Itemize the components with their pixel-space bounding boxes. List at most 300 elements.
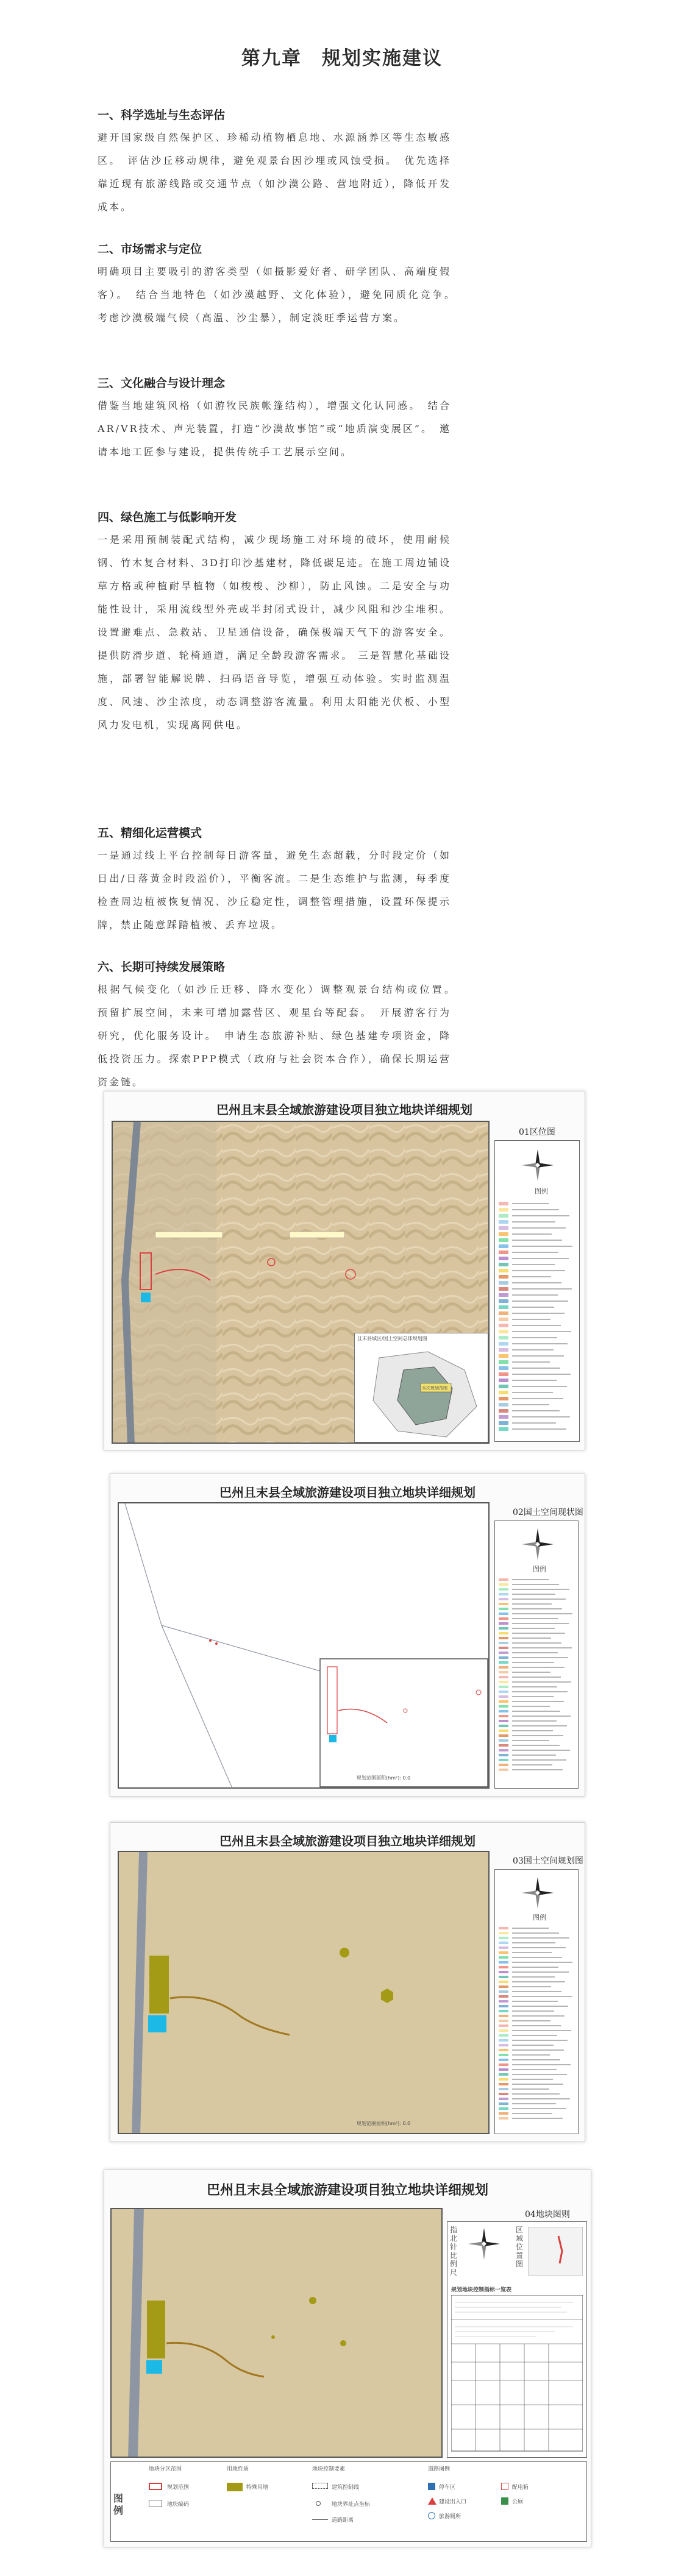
legend-swatch [499,1244,508,1248]
legend-text-line [512,1701,564,1702]
section-title: 六、长期可持续发展策略 [98,960,226,974]
compass-icon [519,1875,556,1911]
legend-swatch [499,1764,508,1766]
legend-text-line [512,1589,569,1590]
legend-text-line [512,1618,558,1619]
legend-swatch [499,1681,508,1683]
legend-swatch [499,1695,508,1698]
legend-text-line [512,1932,559,1934]
status-map [118,1502,490,1789]
legend-text-line [512,2103,556,2104]
legend-swatches [495,1925,578,2129]
legend-swatch [499,2044,508,2046]
legend-text-line [512,1957,562,1958]
legend-text-line [512,1579,549,1580]
section-body: 借鉴当地建筑风格（如游牧民族帐篷结构），增强文化认同感。 结合AR/VR技术、声光装置，打造“沙漠故事馆”或“地质演变展区”。 邀请本地工匠参与建设，提供传统手工艺展示空间。 [98,400,451,458]
legend-text-line [512,1740,549,1741]
legend-swatch [499,1951,508,1954]
legend-text-line [512,1270,565,1271]
legend-swatch [499,2029,508,2032]
legend-text-line [512,1725,567,1726]
legend-item: 地块编码 [167,2502,190,2508]
section-5 [98,815,451,937]
legend-item: 特殊用地 [246,2485,269,2491]
legend-text-line [512,1355,564,1357]
legend-text-line [512,2093,560,2095]
legend-text-line [512,2025,561,2026]
legend-swatch [499,1330,508,1333]
legend-text-line [512,1996,572,1997]
legend-text-line [512,1380,557,1381]
region-location-map [528,2227,583,2276]
section-title: 四、绿色施工与低影响开发 [98,511,237,524]
legend-text-line [512,1361,550,1363]
map-note: 规划范围面积(hm²): 0.0 [357,1775,411,1781]
legend-text-line [512,1203,549,1204]
legend-text-line [512,1276,551,1277]
legend-text-line [512,1608,562,1609]
legend-text-line [512,2049,564,2051]
section-title: 二、市场需求与定位 [98,243,202,256]
legend-text-line [512,1691,568,1692]
legend-swatch [316,2501,321,2506]
legend-text-line [512,1706,550,1707]
legend-swatch [499,1769,508,1771]
legend-text-line [512,1209,559,1210]
legend-swatch [312,2519,328,2520]
legend-swatch [499,1754,508,1756]
legend-text-line [512,1404,549,1405]
legend-swatches [495,1576,578,1783]
legend-swatch [499,1578,508,1581]
legend-text-line [512,2064,571,2065]
legend-swatch [499,1251,508,1254]
section-4 [98,500,451,737]
section-body: 明确项目主要吸引的游客类型（如摄影爱好者、研学团队、高端度假客）。 结合当地特色（如沙漠越野、文化体验），避免同质化竞争。 考虑沙漠极端气候（高温、沙尘暴），制定淡旺季运营方案。 [98,266,463,324]
legend-swatch [499,2112,508,2115]
legend-text-line [512,1319,550,1320]
legend-swatch [499,1990,508,1993]
legend-text-line [512,1603,552,1605]
legend-swatch [499,1287,508,1291]
legend-text-line [512,1686,557,1687]
section-body: 一是采用预制装配式结构，减少现场施工对环境的破坏，使用耐候钢、竹木复合材料、3D打印沙基建材，降低碳足迹。在施工周边铺设草方格或种植耐旱植物（如梭梭、沙柳），防止风蚀。二是安全与功能性设计，采用流线型外壳或半封闭式设计，减少风阻和沙尘堆积。设置避难点、急救站、卫星通信设备，确保极端天气下的游客安全。提供防滑步道、轮椅通道，满足全龄段游客需求。 三是智慧化基础设施，部署智能解说牌、扫码语音导览，增强互动体验。实时监测温度、风速、沙尘浓度，动态调整游客流量。利用太阳能光伏板、小型风力发电机，实现离网供电。 [98,534,452,731]
legend-swatch [499,1360,508,1364]
legend-text-line [512,1252,558,1253]
legend-swatch [499,2000,508,2003]
legend-text-line [512,1759,566,1761]
legend-text-line [512,1368,560,1369]
legend-text-line [512,1642,561,1644]
legend-text-line [512,2108,566,2109]
legend-swatch [499,2117,508,2120]
legend-text-line [512,1696,554,1697]
legend-label: 图例 [533,1914,546,1921]
legend-swatch [499,1421,508,1425]
legend-text-line [512,2045,554,2046]
legend-swatch [499,1759,508,1761]
legend-swatch [499,2068,508,2071]
legend-swatch [499,1305,508,1309]
legend-swatch [499,1691,508,1693]
compass-icon [519,1147,556,1183]
map-id: 02国土空间现状图 [513,1508,583,1517]
legend-text-line [512,1764,552,1765]
legend-swatch [499,2005,508,2007]
plot-map-graphic [112,2209,443,2458]
legend-text-line [512,1343,568,1344]
legend-swatch [312,2483,328,2489]
legend-swatch [499,1378,508,1382]
legend-text-line [512,1416,570,1418]
legend-swatch [499,2078,508,2081]
location-map [112,1121,490,1444]
legend-text-line [512,1657,568,1658]
legend-swatch [499,1263,508,1266]
legend-swatch [499,1281,508,1285]
map-note: 规划范围面积(hm²): 0.0 [357,2121,411,2126]
legend-item: 规划范围 [167,2485,190,2491]
legend-swatch [499,1238,508,1242]
legend-swatch [149,2483,162,2490]
legend-swatch [499,2039,508,2042]
legend-swatch [499,1415,508,1419]
legend-panel [494,1869,579,2134]
legend-swatch [499,1208,508,1212]
legend-swatch [499,2083,508,2085]
section-1 [98,98,451,219]
section-body: 根据气候变化（如沙丘迁移、降水变化）调整观景台结构或位置。 预留扩展空间，未来可增加露营区、观星台等配套。 开展游客行为研究，优化服务设计。 申请生态旅游补贴、绿色基建专项资金，降低投资压力。探索PPP模式（政府与社会资本合作），确保长期运营资金链。 [98,984,463,1088]
legend-swatch [499,1293,508,1297]
legend-text-line [512,1971,569,1973]
legend-swatch [499,1311,508,1315]
legend-swatch [499,1397,508,1400]
sheet-title: 巴州且末县全域旅游建设项目独立地块详细规划 [206,2182,488,2198]
legend-text-line [512,2054,550,2056]
legend-text-line [512,1947,566,1948]
legend-text-line [512,1422,556,1424]
legend-swatch [499,1613,508,1615]
legend-swatch [499,1324,508,1327]
legend-swatch [499,1588,508,1591]
sheet-title: 巴州且末县全域旅游建设项目独立地块详细规划 [219,1485,476,1500]
legend-text-line [512,1598,566,1600]
legend-text-line [512,1991,561,1992]
legend-swatch [499,2034,508,2037]
legend-swatch [499,1956,508,1959]
legend-text-line [512,1711,560,1712]
plan-sheet-02 [110,1474,585,1797]
legend-text-line [512,1730,553,1731]
legend-swatch [499,1725,508,1727]
callout-label [290,1232,344,1238]
legend-item: 地块界址点坐标 [332,2502,371,2508]
legend-text-line [512,1331,571,1332]
inset-title: 且末县城区/国土空间总体规划图 [357,1336,427,1341]
legend-label: 图例 [535,1187,548,1195]
legend-text-line [512,2074,567,2075]
legend-text-line [512,1677,561,1678]
legend-swatch [499,1981,508,1983]
parking-icon [428,2483,435,2490]
legend-text-line [512,1313,565,1314]
legend-item: 建筑控制线 [332,2485,360,2491]
entrance-icon [428,2497,436,2505]
legend-item: 建设出入口 [439,2499,467,2505]
legend-swatch [499,2073,508,2076]
legend-swatch [499,1391,508,1394]
legend-text-line [512,1962,572,1963]
legend-swatch [499,1354,508,1358]
legend-swatch [499,1652,508,1654]
legend-swatch [499,2063,508,2066]
legend-text-line [512,2035,557,2036]
legend-rows [495,1199,579,1438]
legend-text-line [512,2001,558,2002]
legend-swatch [499,1403,508,1407]
legend-swatch [499,1427,508,1431]
legend-text-line [512,1637,551,1639]
control-table [451,2295,583,2454]
legend-text-line [512,2059,560,2060]
map-id: 01区位图 [519,1127,555,1137]
legend-swatch [499,1676,508,1678]
legend-text-line [512,2030,571,2031]
legend-text-line [512,1986,551,1987]
legend-swatch [499,1946,508,1949]
legend-swatch [499,1622,508,1625]
legend-item: 公厕 [512,2499,524,2505]
legend-swatch [499,1275,508,1279]
map-id: 03国土空间规划图 [513,1856,583,1866]
legend-text-line [512,2118,563,2119]
legend-text-line [512,1584,559,1585]
legend-text-line [512,1282,561,1283]
legend-swatch [499,1226,508,1230]
legend-text-line [512,1942,555,1943]
legend-text-line [512,1398,563,1399]
section-title: 五、精细化运营模式 [98,826,202,840]
legend-swatch [499,2015,508,2017]
legend-text-line [512,2020,550,2021]
compass-icon [466,2226,502,2262]
legend-text-line [512,2113,552,2114]
legend-swatch [499,1927,508,1929]
legend-text-line [512,1307,554,1308]
legend-text-line [512,1215,569,1216]
legend-text-line [512,1652,558,1653]
legend-text-line [512,1769,563,1770]
plan-sheet-01 [104,1091,585,1450]
legend-swatch [499,1705,508,1708]
legend-swatch [499,2010,508,2012]
legend-swatch [499,1661,508,1664]
legend-header: 用地性质 [227,2466,249,2472]
section-6 [98,949,463,1094]
legend-text-line [512,2069,557,2070]
legend-swatch [499,2102,508,2105]
legend-text-line [512,1337,557,1338]
legend-text-line [512,1937,569,1939]
legend-swatch [499,1336,508,1339]
legend-swatch [499,1269,508,1272]
legend-swatch [499,2054,508,2056]
legend-header: 地块分区范围 [149,2466,182,2472]
legend-swatch [499,1700,508,1703]
legend-swatch [499,1372,508,1376]
legend-swatch [499,1966,508,1968]
legend-swatch [499,1932,508,1934]
legend-text-line [512,1720,557,1722]
legend-swatch [499,1348,508,1352]
chapter-title: 第九章 规划实施建议 [241,48,443,69]
legend-text-line [512,1240,562,1241]
legend-text-line [512,1246,572,1247]
legend-text-line [512,1928,549,1929]
legend-swatch [499,1656,508,1659]
legend-swatch [499,1642,508,1644]
bottom-legend-label: 图例 [113,2493,124,2516]
legend-swatch [499,1627,508,1630]
legend-swatch [499,1409,508,1413]
legend-text-line [512,2010,554,2012]
legend-swatch [499,1942,508,1944]
legend-swatch [499,1220,508,1224]
legend-text-line [512,1745,560,1746]
status-map-graphic [119,1503,490,1789]
plot-side-panel [447,2221,587,2458]
inset-map [354,1333,488,1442]
legend-text-line [512,1258,569,1259]
section-title: 一、科学选址与生态评估 [98,108,226,122]
legend-swatch [499,1632,508,1634]
legend-text-line [512,1755,556,1756]
legend-text-line [512,1647,572,1648]
legend-item: 配电箱 [512,2485,529,2491]
legend-text-line [512,2079,553,2080]
legend-text-line [512,1633,565,1634]
public-toilet-icon [501,2497,508,2505]
legend-text-line [512,1976,555,1978]
legend-text-line [512,2040,568,2041]
legend-swatch [499,1730,508,1732]
legend-text-line [512,1294,558,1296]
legend-swatches [495,1199,579,1437]
legend-header: 道路图例 [428,2466,451,2472]
legend-text-line [512,1981,565,1982]
legend-swatch [499,2093,508,2095]
legend-swatch [149,2500,162,2507]
legend-text-line [512,1288,572,1290]
legend-text-line [512,1386,567,1387]
legend-swatch [499,1971,508,1973]
plan-sheet-03 [110,1822,585,2142]
legend-swatch [499,1603,508,1605]
inset-label: 本次规划范围 [422,1386,447,1391]
legend-swatch [499,1937,508,1939]
legend-swatch [499,1710,508,1712]
bottom-legend [110,2461,587,2542]
legend-swatch [499,1647,508,1649]
legend-text-line [512,1594,555,1595]
legend-swatch [499,2024,508,2027]
legend-item: 道路距离 [332,2517,354,2524]
legend-swatch [499,1342,508,1346]
section-2 [98,232,463,330]
legend-swatch [499,1734,508,1737]
legend-swatch [499,2020,508,2022]
plan-sheet-04 [104,2170,591,2547]
legend-swatch [499,1617,508,1620]
planning-map-graphic [119,1852,490,2134]
legend-text-line [512,1628,555,1629]
legend-text-line [512,1667,565,1668]
power-box-icon [501,2483,508,2490]
legend-item: 停车区 [439,2485,456,2491]
legend-swatch [499,1671,508,1673]
legend-swatch [499,1366,508,1370]
legend-swatch [499,1608,508,1610]
legend-swatch [499,1749,508,1751]
legend-label: 图例 [533,1565,546,1573]
legend-panel [494,1520,579,1789]
legend-text-line [512,2084,563,2085]
callout-label [155,1232,223,1238]
legend-swatch [499,1214,508,1218]
side-label: 指北针比例尺 [450,2226,458,2277]
legend-text-line [512,1716,571,1717]
legend-text-line [512,1623,569,1624]
compass-icon [519,1526,556,1563]
legend-text-line [512,1952,552,1953]
legend-swatch [499,1961,508,1964]
section-3 [98,366,451,464]
legend-swatch [499,1715,508,1717]
legend-text-line [512,1428,566,1430]
legend-swatch [499,2088,508,2090]
sheet-title: 巴州且末县全域旅游建设项目独立地块详细规划 [216,1102,472,1117]
legend-text-line [512,1264,555,1265]
legend-swatch [499,1686,508,1688]
legend-text-line [512,2088,549,2090]
legend-text-line [512,1967,558,1968]
legend-text-line [512,1374,571,1375]
legend-text-line [512,1750,570,1751]
legend-text-line [512,1735,563,1736]
legend-swatch [499,1299,508,1303]
side-label: 区域位置图 [516,2226,524,2268]
legend-swatch [499,1598,508,1600]
legend-text-line [512,1681,571,1683]
legend-swatch [499,1666,508,1669]
legend-swatch [499,2098,508,2100]
legend-swatch [499,1720,508,1722]
legend-swatch [499,1257,508,1260]
legend-swatch [499,1739,508,1742]
site-marker [141,1293,151,1302]
legend-text-line [512,1613,572,1614]
legend-header: 地块控制要素 [312,2466,346,2472]
legend-text-line [512,2015,565,2017]
notes-title: 规划地块控制指标一览表 [451,2287,512,2293]
legend-text-line [512,1233,552,1235]
legend-swatch [499,1976,508,1978]
map-id: 04地块图则 [525,2210,570,2219]
legend-swatch [499,1995,508,1998]
legend-swatch [499,2049,508,2051]
legend-text-line [512,1672,550,1673]
legend-swatch [499,1637,508,1639]
